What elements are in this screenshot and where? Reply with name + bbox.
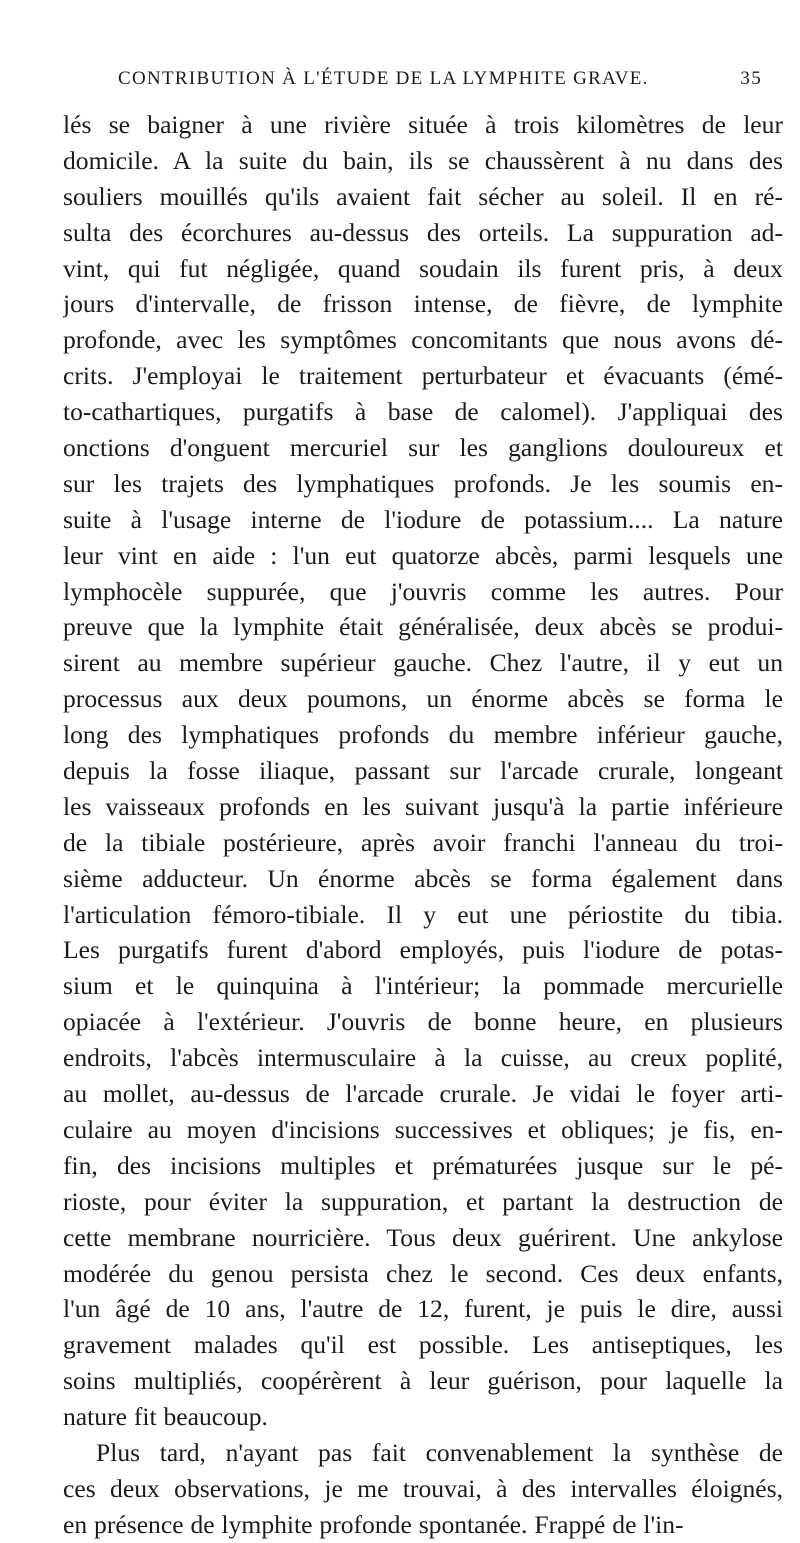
text-line: domicile. A la suite du bain, ils se chaussèrent à nu dans des: [63, 145, 783, 175]
text-line: endroits, l'abcès intermusculaire à la cuisse, au creux poplité,: [63, 1043, 783, 1073]
text-line: sirent au membre supérieur gauche. Chez l'autre, il y eut un: [63, 648, 783, 678]
running-header-title: CONTRIBUTION À L'ÉTUDE DE LA LYMPHITE GRAVE.: [118, 68, 649, 89]
text-line: sulta des écorchures au-dessus des orteils. La suppuration ad-: [63, 217, 783, 247]
text-line: sième adducteur. Un énorme abcès se forma également dans: [63, 863, 783, 893]
text-line: soins multipliés, coopérèrent à leur guérison, pour laquelle la: [63, 1366, 783, 1396]
text-line: l'un âgé de 10 ans, l'autre de 12, furent, je puis le dire, aussi: [63, 1294, 783, 1324]
body-text: [63, 107, 783, 1543]
text-line: sur les trajets des lymphatiques profonds. Je les soumis en-: [63, 468, 783, 498]
text-line: depuis la fosse iliaque, passant sur l'arcade crurale, longeant: [63, 756, 783, 786]
text-line: Plus tard, n'ayant pas fait convenablement la synthèse de: [96, 1437, 783, 1467]
text-line: vint, qui fut négligée, quand soudain ils furent pris, à deux: [63, 253, 783, 283]
text-line: sium et le quinquina à l'intérieur; la pommade mercurielle: [63, 971, 783, 1001]
text-line: lés se baigner à une rivière située à trois kilomètres de leur: [63, 110, 783, 139]
text-line: onctions d'onguent mercuriel sur les ganglions douloureux et: [63, 433, 783, 463]
text-line: ces deux observations, je me trouvai, à des intervalles éloignés,: [63, 1473, 783, 1503]
text-line: suite à l'usage interne de l'iodure de potassium.... La nature: [63, 504, 783, 534]
text-line: fin, des incisions multiples et prématurées jusque sur le pé-: [63, 1150, 783, 1180]
text-line: jours d'intervalle, de frisson intense, de fièvre, de lymphite: [63, 289, 783, 319]
text-line: processus aux deux poumons, un énorme abcès se forma le: [63, 684, 783, 714]
text-line: au mollet, au-dessus de l'arcade crurale. Je vidai le foyer arti-: [63, 1079, 783, 1109]
text-line: gravement malades qu'il est possible. Les antiseptiques, les: [63, 1330, 783, 1360]
text-line: de la tibiale postérieure, après avoir franchi l'anneau du troi-: [63, 827, 783, 857]
text-line: crits. J'employai le traitement perturbateur et évacuants (émé-: [63, 361, 783, 391]
text-line: nature fit beaucoup.: [63, 1402, 268, 1432]
text-line: modérée du genou persista chez le second. Ces deux enfants,: [63, 1258, 783, 1288]
text-line: cette membrane nourricière. Tous deux guérirent. Une ankylose: [63, 1222, 783, 1252]
text-line: culaire au moyen d'incisions successives et obliques; je fis, en-: [63, 1114, 783, 1144]
text-line: leur vint en aide : l'un eut quatorze abcès, parmi lesquels une: [63, 540, 783, 570]
paragraph: [63, 1435, 783, 1543]
page-number: 35: [740, 68, 762, 89]
text-line: Les purgatifs furent d'abord employés, puis l'iodure de potas-: [63, 935, 783, 965]
text-line: rioste, pour éviter la suppuration, et partant la destruction de: [63, 1186, 783, 1216]
text-line: long des lymphatiques profonds du membre inférieur gauche,: [63, 720, 783, 750]
text-line: lymphocèle suppurée, que j'ouvris comme les autres. Pour: [63, 576, 783, 606]
paragraph: [63, 107, 783, 1435]
text-line: l'articulation fémoro-tibiale. Il y eut une périostite du tibia.: [63, 899, 783, 929]
text-line: opiacée à l'extérieur. J'ouvris de bonne heure, en plusieurs: [63, 1007, 783, 1037]
text-line: preuve que la lymphite était généralisée, deux abcès se produi-: [63, 612, 783, 642]
text-line: to-cathartiques, purgatifs à base de calomel). J'appliquai des: [63, 397, 783, 427]
running-header: [118, 68, 762, 98]
text-line: en présence de lymphite profonde spontanée. Frappé de l'in-: [63, 1509, 684, 1539]
text-line: profonde, avec les symptômes concomitants que nous avons dé-: [63, 325, 783, 355]
text-line: souliers mouillés qu'ils avaient fait sécher au soleil. Il en ré-: [63, 181, 783, 211]
text-line: les vaisseaux profonds en les suivant jusqu'à la partie inférieure: [63, 791, 783, 821]
